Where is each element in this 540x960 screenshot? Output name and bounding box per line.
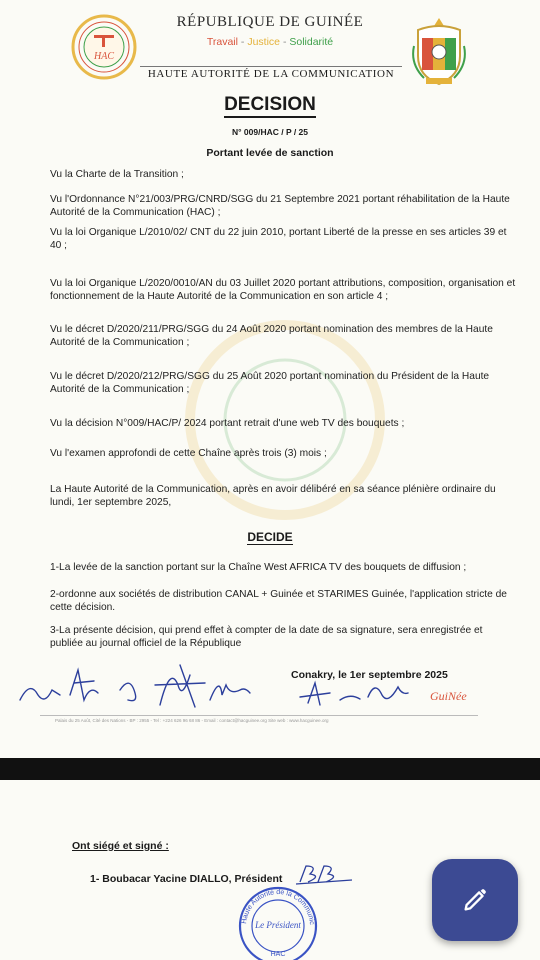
visa-paragraph: Vu la loi Organique L/2010/02/ CNT du 22 juin 2010, portant Liberté de la presse en ses articles 39 et 40 ; <box>50 227 507 251</box>
decision-number: N° 009/HAC / P / 25 <box>232 127 308 137</box>
member-signatures <box>10 655 490 715</box>
visa-paragraph: Vu la décision N°009/HAC/P/ 2024 portant retrait d'une web TV des bouquets ; <box>50 418 405 429</box>
pencil-edit-icon <box>461 886 489 914</box>
deliberation-paragraph: La Haute Autorité de la Communication, après en avoir délibéré en sa séance plénière ordinaire du lundi, 1er septembre 2025, <box>50 484 496 508</box>
decide-heading: DECIDE <box>247 530 293 544</box>
signatory-president: 1- Boubacar Yacine DIALLO, Président <box>90 873 283 885</box>
edit-button[interactable] <box>432 859 518 941</box>
visa-paragraph: Vu le décret D/2020/212/PRG/SGG du 25 Août 2020 portant nomination du Président de la Haute Autorité de la Communication ; <box>50 371 490 395</box>
decision-subject: Portant levée de sanction <box>206 147 334 159</box>
republic-title: RÉPUBLIQUE DE GUINÉE <box>176 14 364 30</box>
visa-paragraph: Vu l'Ordonnance N°21/003/PRG/CNRD/SGG du 21 Septembre 2021 portant réhabilitation de la Haute Autorité de la Communication (HAC) ; <box>50 194 510 218</box>
svg-text:Le Président: Le Président <box>255 920 301 930</box>
visa-paragraph: Vu le décret D/2020/211/PRG/SGG du 24 Août 2020 portant nomination des membres de la Haute Autorité de la Communication ; <box>50 324 493 348</box>
place-and-date: Conakry, le 1er septembre 2025 <box>291 669 448 681</box>
national-motto: Travail - Justice - Solidarité <box>206 36 334 48</box>
footer-address: Palais du 25 Août, Cité des Nations - BP : 2955 - Tel : +224 626 96 68 86 - Email : contact@hacguinee.org Site web : www.hacguinee.org <box>55 718 329 723</box>
svg-text:HAC: HAC <box>94 51 114 62</box>
article-1: 1-La levée de la sanction portant sur la Chaîne West AFRICA TV des bouquets de diffusion ; <box>50 562 467 573</box>
svg-text:Haute Autorité de la Communica: Haute Autorité de la Communic <box>241 888 316 926</box>
signatories-heading: Ont siégé et signé : <box>72 840 169 852</box>
hac-logo-icon <box>70 13 138 81</box>
guinea-coat-of-arms-icon <box>410 16 468 88</box>
svg-text:HAC: HAC <box>270 951 286 958</box>
visa-paragraph: Vu l'examen approfondi de cette Chaîne après trois (3) mois ; <box>50 448 327 459</box>
visa-paragraph: Vu la Charte de la Transition ; <box>50 169 184 180</box>
visa-paragraph: Vu la loi Organique L/2020/0010/AN du 03 Juillet 2020 portant attributions, composition, organisation et fonctionnement de la Haute Autorité de la Communication en son article 4 ; <box>50 278 516 302</box>
svg-text:GuiNée: GuiNée <box>430 689 467 703</box>
page-separator <box>0 758 540 780</box>
authority-name: HAUTE AUTORITÉ DE LA COMMUNICATION <box>140 66 402 84</box>
footer-divider <box>40 715 478 716</box>
article-2: 2-ordonne aux sociétés de distribution CANAL + Guinée et STARIMES Guinée, l'application stricte de cette décision. <box>50 589 507 613</box>
official-stamp-icon <box>232 884 324 960</box>
article-3: 3-La présente décision, qui prend effet à compter de la date de sa signature, sera enregistrée et publiée au journal officiel de la République <box>50 625 483 649</box>
document-title: DECISION <box>0 94 540 116</box>
